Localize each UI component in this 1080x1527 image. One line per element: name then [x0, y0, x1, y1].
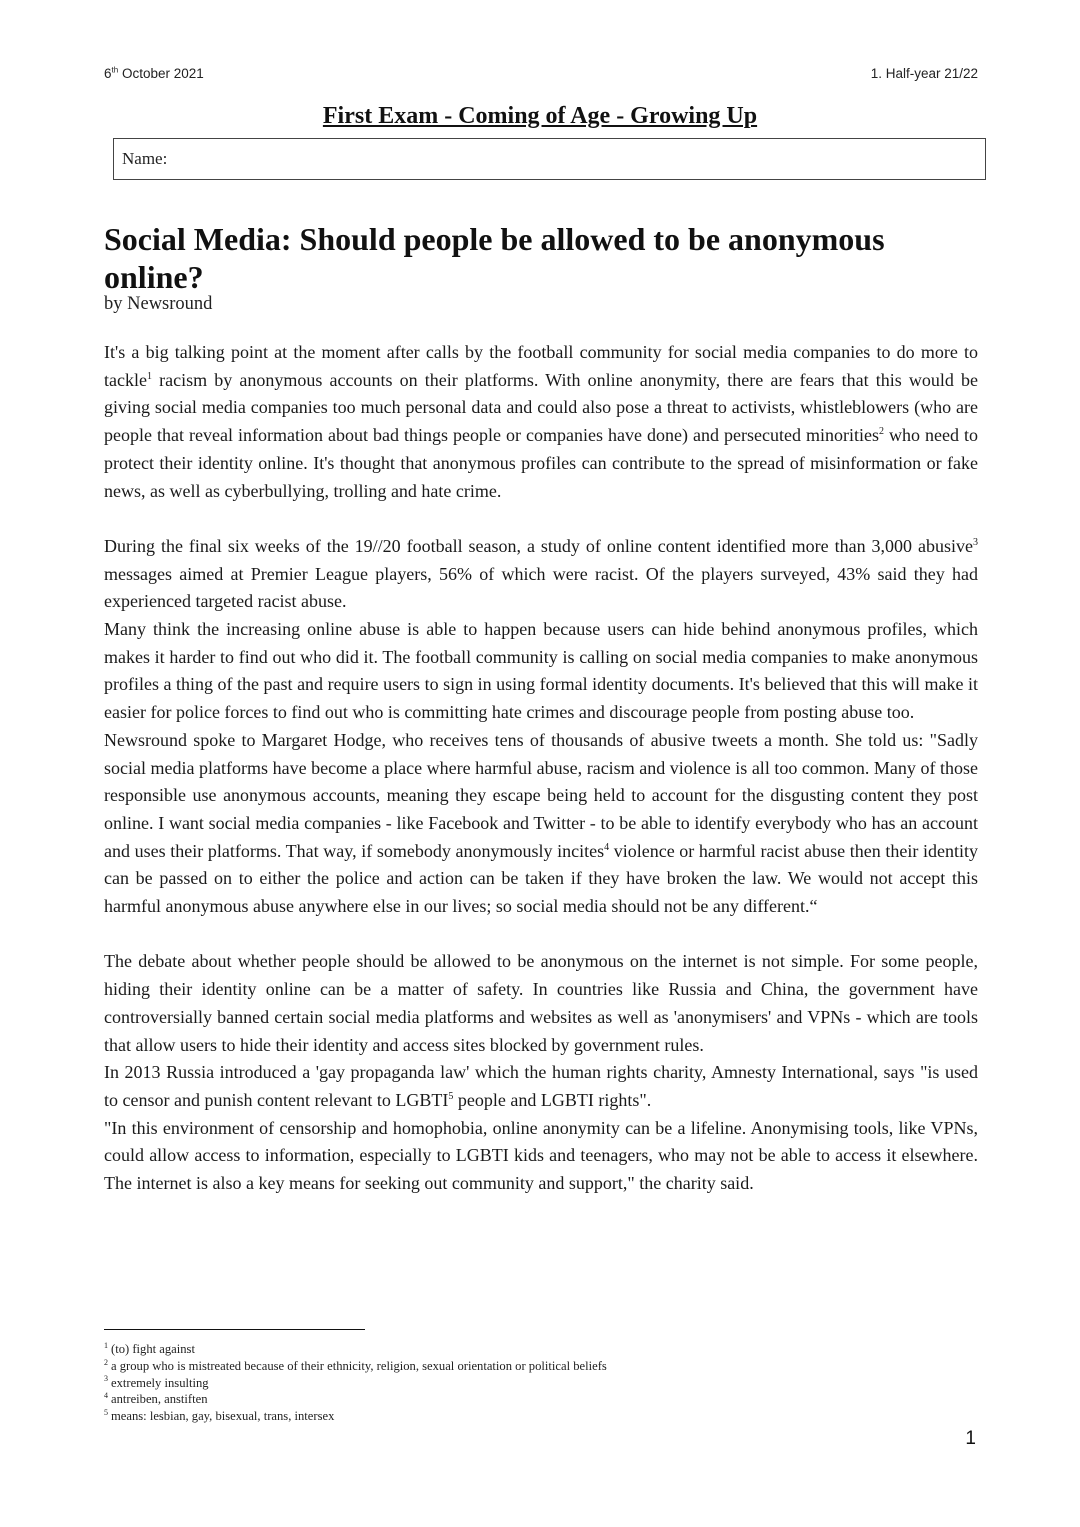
footnote: $^2$ a group who is mistreated because of their ethnicity, religion, sexual orientation or political beliefs	[104, 1357, 607, 1373]
footnotes	[104, 1341, 607, 1425]
exam-date: 6th October 2021	[104, 65, 204, 81]
paragraph-4: Newsround spoke to Margaret Hodge, who receives tens of thousands of abusive tweets a month. She told us: "Sadly social media platforms have become a place where harmful abuse, racism and violence is all too common. Many of those responsible use anonymous accounts, meaning they escape being held to account for the disgusting content they post online. I want social media companies - like Facebook and Twitter - to be able to identify everybody who has an account and uses their platforms. That way, if somebody anonymously incites$^4$ violence or harmful racist abuse then their identity can be passed on to either the police and action can be taken if they have broken the law. We would not accept this harmful anonymous abuse anywhere else in our lives; so social media should not be any different.“	[104, 729, 978, 917]
page-number: 1	[965, 1428, 976, 1449]
footnote: $^1$ (to) fight against	[104, 1340, 195, 1356]
footnote-ref: 1	[146, 370, 152, 382]
footnote-ref: 3	[973, 536, 978, 548]
paragraph-7: "In this environment of censorship and homophobia, online anonymity can be a lifeline. Anonymising tools, like VPNs, could allow access to information, especially to LGBTI kids and teenagers, who may not be able to access it elsewhere. The internet is also a key means for seeking out community and support," the charity said.	[104, 1117, 978, 1194]
article-title: Social Media: Should people be allowed to be anonymous online?	[104, 221, 885, 295]
paragraph-6: In 2013 Russia introduced a 'gay propaganda law' which the human rights charity, Amnesty International, says "is used to censor and punish content relevant to LGBTI$^5$ people and LGBTI rights".	[104, 1062, 978, 1110]
footnote: $^3$ extremely insulting	[104, 1374, 209, 1390]
name-field[interactable]	[113, 138, 986, 180]
footnote: $^4$ antreiben, anstiften	[104, 1391, 208, 1407]
paragraph-2: During the final six weeks of the 19//20 football season, a study of online content identified more than 3,000 abusive$^3$ messages aimed at Premier League players, 56% of which were racist. Of the players surveyed, 43% said they had experienced targeted racist abuse.	[104, 535, 978, 612]
exam-term: 1. Half-year 21/22	[870, 66, 978, 81]
paragraph-1: It's a big talking point at the moment after calls by the football community for social media companies to do more to tackle$^1$ racism by anonymous accounts on their platforms. With online anonymity, there are fears that this would be giving social media companies too much personal data and could also pose a threat to activists, whistleblowers (who are people that reveal information about bad things people or companies have done) and persecuted minorities$^2$ who need to protect their identity online. It's thought that anonymous profiles can contribute to the spread of misinformation or fake news, as well as cyberbullying, trolling and hate crime.	[104, 342, 978, 501]
exam-title: First Exam - Coming of Age - Growing Up	[322, 103, 758, 129]
footnote-divider	[104, 1329, 365, 1330]
footnote: $^5$ means: lesbian, gay, bisexual, trans, intersex	[104, 1408, 335, 1424]
footnote-ref: 5	[448, 1090, 454, 1102]
footnote-ref: 4	[604, 841, 610, 853]
paragraph-5: The debate about whether people should be allowed to be anonymous on the internet is not simple. For some people, hiding their identity online can be a matter of safety. In countries like Russia and China, the government have controversially banned certain social media platforms and websites as well as 'anonymisers' and VPNs - which are tools that allow users to hide their identity and access sites blocked by government rules.	[104, 951, 978, 1055]
article-body	[104, 339, 978, 1198]
paragraph-3: Many think the increasing online abuse is able to happen because users can hide behind anonymous profiles, which makes it harder to find out who did it. The football community is calling on social media companies to make anonymous profiles a thing of the past and require users to sign in using formal identity documents. It's believed that this will make it easier for police forces to find out who is committing hate crimes and discourage people from posting abuse too.	[104, 619, 978, 723]
footnote-ref: 2	[878, 426, 884, 438]
article-byline: by Newsround	[104, 294, 213, 314]
name-label: Name:	[122, 149, 168, 168]
